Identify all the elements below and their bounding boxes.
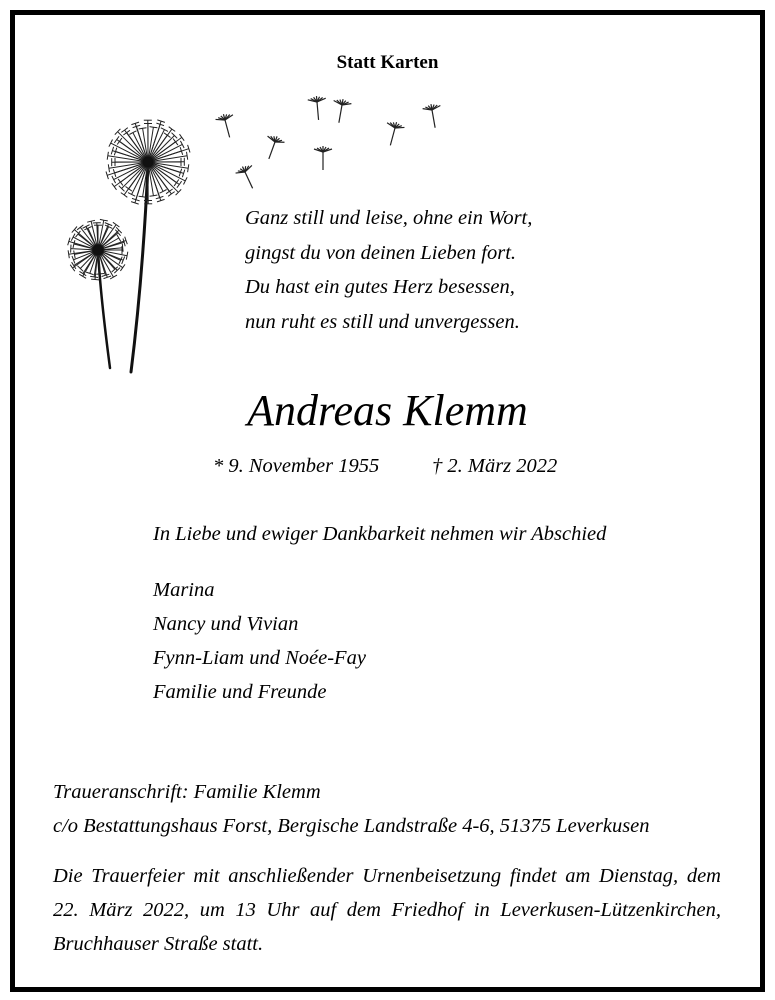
address-line: c/o Bestattungshaus Forst, Bergische Landstraße 4-6, 51375 Leverkusen [53, 815, 650, 837]
birth-date: * 9. November 1955 [213, 455, 380, 477]
poem-line: nun ruht es still und unvergessen. [245, 310, 520, 333]
farewell-text: In Liebe und ewiger Dankbarkeit nehmen wir Abschied [153, 523, 607, 545]
heading-statt-karten: Statt Karten [336, 52, 439, 73]
death-date: † 2. März 2022 [432, 455, 558, 477]
mourning-address [53, 775, 650, 843]
dandelion-head-small [68, 219, 128, 280]
ceremony-info: Die Trauerfeier mit anschließender Urnenbeisetzung findet am Dienstag, dem 22. März 2022, um 13 Uhr auf dem Friedhof in Leverkusen-Lützenkirchen, Bruchhauser Straße statt. [53, 865, 721, 955]
poem-line: Du hast ein gutes Herz besessen, [245, 276, 515, 298]
deceased-name: Andreas Klemm [247, 386, 528, 435]
mourner: Marina [153, 579, 215, 601]
mourner: Nancy und Vivian [153, 613, 299, 635]
mourner: Familie und Freunde [153, 681, 327, 703]
dandelion-head-large [106, 120, 190, 204]
floating-seeds [215, 95, 444, 192]
poem-line: Ganz still und leise, ohne ein Wort, [245, 207, 533, 229]
poem-line: gingst du von deinen Lieben fort. [245, 241, 517, 264]
mourner: Fynn-Liam und Noée-Fay [153, 647, 366, 669]
address-line: Traueranschrift: Familie Klemm [53, 781, 321, 803]
mourners-list [153, 573, 366, 709]
poem [245, 201, 532, 339]
